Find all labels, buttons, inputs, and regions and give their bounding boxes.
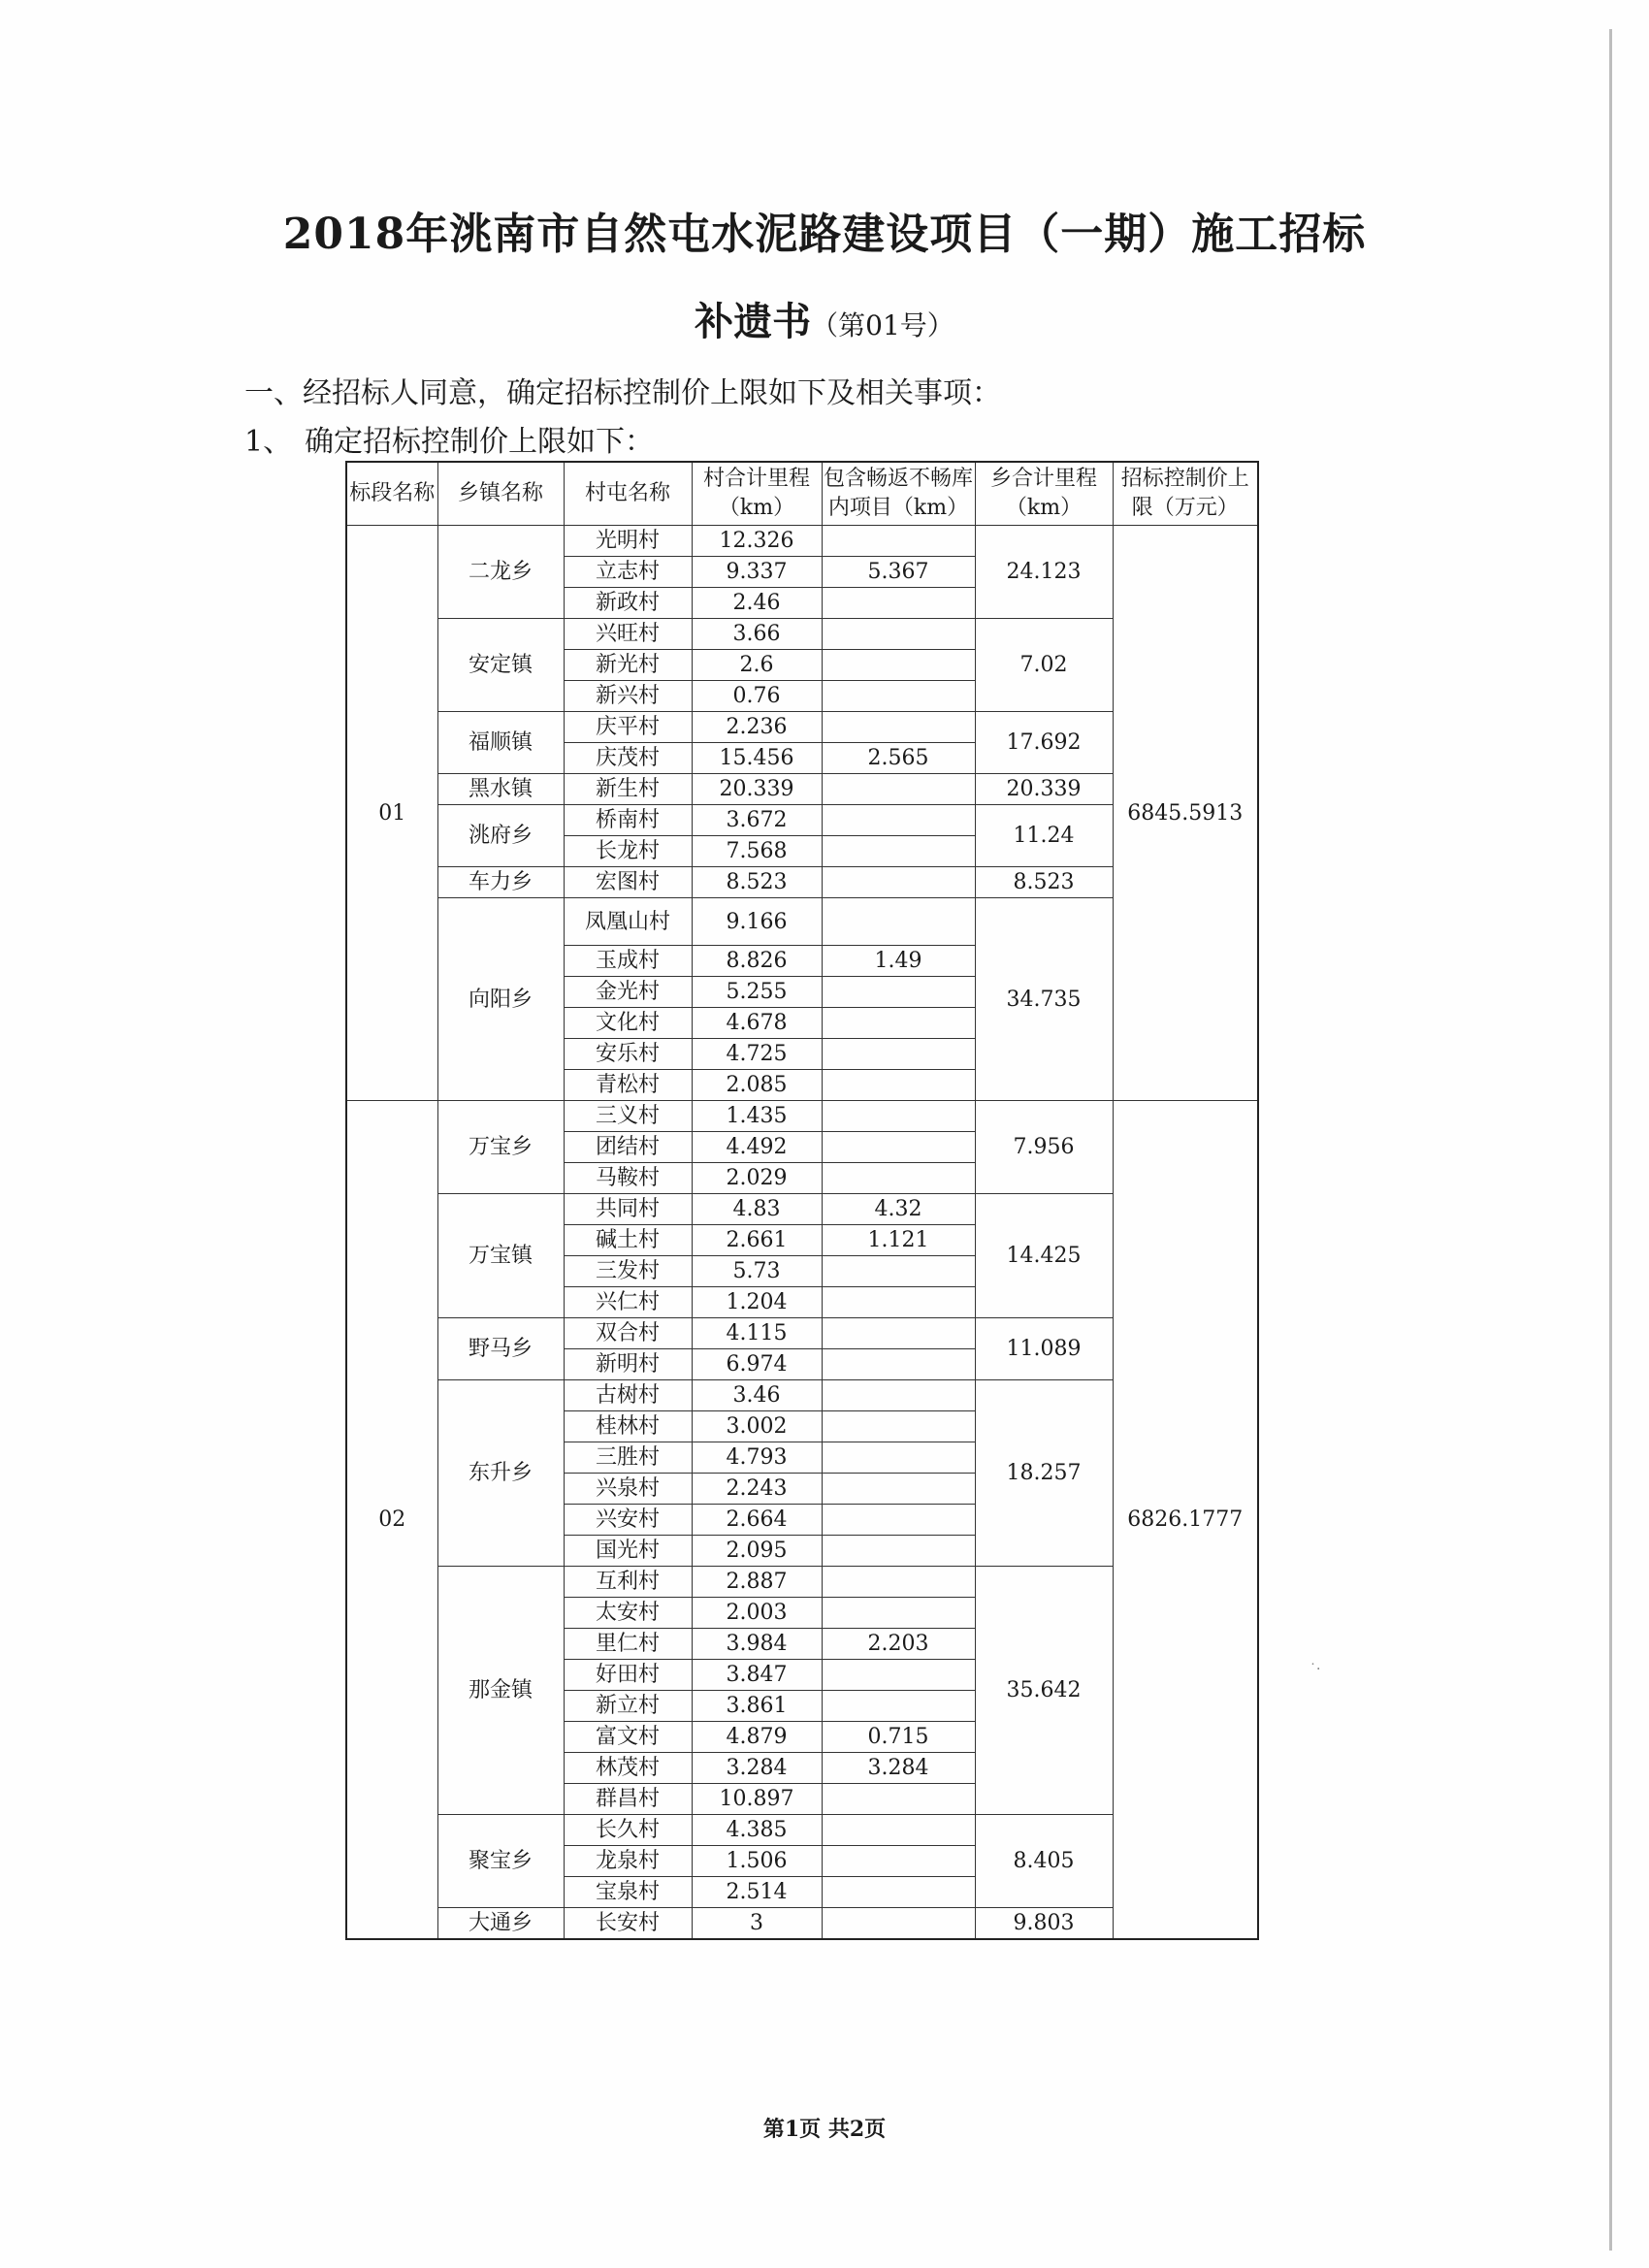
village-km-cell: 1.435 [692, 1101, 822, 1132]
table-row [346, 1101, 1258, 1132]
header-village: 村屯名称 [564, 462, 692, 526]
village-km-cell: 2.661 [692, 1225, 822, 1256]
town-name-cell: 万宝乡 [437, 1101, 564, 1194]
village-km-cell: 4.678 [692, 1008, 822, 1039]
included-km-cell [822, 1039, 975, 1070]
village-km-cell: 15.456 [692, 743, 822, 774]
village-name-cell: 新生村 [564, 774, 692, 805]
village-name-cell: 金光村 [564, 977, 692, 1008]
village-name-cell: 玉成村 [564, 946, 692, 977]
included-km-cell [822, 1008, 975, 1039]
town-name-cell: 车力乡 [437, 867, 564, 898]
village-name-cell: 新兴村 [564, 681, 692, 712]
village-km-cell: 8.826 [692, 946, 822, 977]
town-name-cell: 万宝镇 [437, 1194, 564, 1318]
village-km-cell: 8.523 [692, 867, 822, 898]
village-name-cell: 新政村 [564, 588, 692, 619]
header-price-cap: 招标控制价上限（万元） [1113, 462, 1258, 526]
section-code-cell: 02 [346, 1101, 437, 1940]
paragraph-2 [244, 417, 654, 460]
town-total-cell: 11.24 [975, 805, 1113, 867]
village-name-cell: 太安村 [564, 1598, 692, 1629]
town-name-cell: 大通乡 [437, 1908, 564, 1940]
village-name-cell: 长龙村 [564, 836, 692, 867]
village-km-cell: 2.003 [692, 1598, 822, 1629]
village-name-cell: 新明村 [564, 1349, 692, 1380]
village-km-cell: 1.204 [692, 1287, 822, 1318]
included-km-cell [822, 1908, 975, 1940]
included-km-cell [822, 1567, 975, 1598]
town-name-cell: 黑水镇 [437, 774, 564, 805]
included-km-cell [822, 1815, 975, 1846]
village-name-cell: 碱土村 [564, 1225, 692, 1256]
town-total-cell: 8.405 [975, 1815, 1113, 1908]
village-km-cell: 4.492 [692, 1132, 822, 1163]
document-title: 2018年洮南市自然屯水泥路建设项目（一期）施工招标 [282, 210, 1367, 259]
header-section: 标段名称 [346, 462, 437, 526]
included-km-cell [822, 1132, 975, 1163]
included-km-cell [822, 898, 975, 946]
village-km-cell: 3 [692, 1908, 822, 1940]
village-name-cell: 立志村 [564, 557, 692, 588]
village-name-cell: 马鞍村 [564, 1163, 692, 1194]
town-name-cell: 野马乡 [437, 1318, 564, 1380]
included-km-cell [822, 1536, 975, 1567]
town-total-cell: 7.02 [975, 619, 1113, 712]
town-total-cell: 20.339 [975, 774, 1113, 805]
included-km-cell: 2.565 [822, 743, 975, 774]
village-km-cell: 2.236 [692, 712, 822, 743]
table-body [346, 526, 1258, 1940]
village-km-cell: 9.166 [692, 898, 822, 946]
town-name-cell: 向阳乡 [437, 898, 564, 1101]
village-name-cell: 里仁村 [564, 1629, 692, 1660]
town-name-cell: 东升乡 [437, 1380, 564, 1567]
town-total-cell: 8.523 [975, 867, 1113, 898]
included-km-cell [822, 1349, 975, 1380]
included-km-cell: 5.367 [822, 557, 975, 588]
included-km-cell [822, 1877, 975, 1908]
village-name-cell: 富文村 [564, 1722, 692, 1753]
village-name-cell: 兴仁村 [564, 1287, 692, 1318]
village-name-cell: 长久村 [564, 1815, 692, 1846]
document-subtitle [0, 291, 1649, 346]
included-km-cell [822, 1318, 975, 1349]
town-total-cell: 24.123 [975, 526, 1113, 619]
table-row [346, 526, 1258, 557]
header-included-km: 包含畅返不畅库内项目（km） [822, 462, 975, 526]
price-table [345, 461, 1259, 1940]
included-km-cell [822, 774, 975, 805]
included-km-cell [822, 1287, 975, 1318]
village-km-cell: 2.664 [692, 1505, 822, 1536]
town-total-cell: 34.735 [975, 898, 1113, 1101]
village-name-cell: 桂林村 [564, 1411, 692, 1442]
village-name-cell: 安乐村 [564, 1039, 692, 1070]
village-name-cell: 宝泉村 [564, 1877, 692, 1908]
included-km-cell [822, 1256, 975, 1287]
village-km-cell: 2.887 [692, 1567, 822, 1598]
village-name-cell: 林茂村 [564, 1753, 692, 1784]
included-km-cell [822, 681, 975, 712]
included-km-cell [822, 1846, 975, 1877]
town-name-cell: 洮府乡 [437, 805, 564, 867]
village-name-cell: 庆茂村 [564, 743, 692, 774]
village-name-cell: 群昌村 [564, 1784, 692, 1815]
included-km-cell [822, 588, 975, 619]
page-footer: 第1页 共2页 [762, 2117, 887, 2142]
header-town: 乡镇名称 [437, 462, 564, 526]
village-km-cell: 4.83 [692, 1194, 822, 1225]
header-town-km: 乡合计里程（km） [975, 462, 1113, 526]
paragraph-2-number: 1、 [244, 425, 293, 459]
included-km-cell [822, 1784, 975, 1815]
village-name-cell: 龙泉村 [564, 1846, 692, 1877]
village-name-cell: 古树村 [564, 1380, 692, 1411]
included-km-cell: 1.121 [822, 1225, 975, 1256]
included-km-cell [822, 1070, 975, 1101]
town-name-cell: 那金镇 [437, 1567, 564, 1815]
included-km-cell [822, 977, 975, 1008]
town-name-cell: 福顺镇 [437, 712, 564, 774]
paragraph-2-text: 确定招标控制价上限如下： [305, 425, 654, 459]
included-km-cell [822, 1411, 975, 1442]
village-name-cell: 团结村 [564, 1132, 692, 1163]
scan-speck: ˙· [1310, 1662, 1321, 1677]
paragraph-1: 一、经招标人同意，确定招标控制价上限如下及相关事项： [244, 376, 1001, 410]
subtitle-number: （第01号） [811, 309, 954, 341]
included-km-cell [822, 1380, 975, 1411]
village-name-cell: 庆平村 [564, 712, 692, 743]
village-name-cell: 长安村 [564, 1908, 692, 1940]
village-km-cell: 3.46 [692, 1380, 822, 1411]
included-km-cell [822, 867, 975, 898]
village-name-cell: 互利村 [564, 1567, 692, 1598]
village-km-cell: 3.66 [692, 619, 822, 650]
village-name-cell: 桥南村 [564, 805, 692, 836]
included-km-cell: 2.203 [822, 1629, 975, 1660]
town-total-cell: 18.257 [975, 1380, 1113, 1567]
village-name-cell: 文化村 [564, 1008, 692, 1039]
section-code-cell: 01 [346, 526, 437, 1101]
included-km-cell [822, 1691, 975, 1722]
village-name-cell: 青松村 [564, 1070, 692, 1101]
village-name-cell: 好田村 [564, 1660, 692, 1691]
subtitle-main: 补遗书 [695, 299, 812, 344]
table-header-row [346, 462, 1258, 526]
included-km-cell [822, 1505, 975, 1536]
included-km-cell [822, 1101, 975, 1132]
village-km-cell: 2.085 [692, 1070, 822, 1101]
included-km-cell: 1.49 [822, 946, 975, 977]
town-name-cell: 安定镇 [437, 619, 564, 712]
village-km-cell: 4.793 [692, 1442, 822, 1474]
village-name-cell: 兴安村 [564, 1505, 692, 1536]
village-km-cell: 2.46 [692, 588, 822, 619]
town-total-cell: 17.692 [975, 712, 1113, 774]
included-km-cell [822, 1442, 975, 1474]
town-total-cell: 35.642 [975, 1567, 1113, 1815]
included-km-cell [822, 526, 975, 557]
village-km-cell: 2.6 [692, 650, 822, 681]
village-km-cell: 3.984 [692, 1629, 822, 1660]
town-total-cell: 14.425 [975, 1194, 1113, 1318]
included-km-cell [822, 1163, 975, 1194]
village-km-cell: 2.095 [692, 1536, 822, 1567]
included-km-cell [822, 1660, 975, 1691]
village-km-cell: 20.339 [692, 774, 822, 805]
village-name-cell: 三发村 [564, 1256, 692, 1287]
included-km-cell: 0.715 [822, 1722, 975, 1753]
village-km-cell: 12.326 [692, 526, 822, 557]
village-km-cell: 4.385 [692, 1815, 822, 1846]
price-cap-cell: 6826.1777 [1113, 1101, 1258, 1940]
village-km-cell: 5.255 [692, 977, 822, 1008]
village-name-cell: 兴旺村 [564, 619, 692, 650]
village-km-cell: 3.672 [692, 805, 822, 836]
village-name-cell: 三义村 [564, 1101, 692, 1132]
town-name-cell: 二龙乡 [437, 526, 564, 619]
village-km-cell: 5.73 [692, 1256, 822, 1287]
village-km-cell: 3.861 [692, 1691, 822, 1722]
village-name-cell: 兴泉村 [564, 1474, 692, 1505]
village-km-cell: 3.002 [692, 1411, 822, 1442]
village-km-cell: 4.725 [692, 1039, 822, 1070]
included-km-cell [822, 650, 975, 681]
town-total-cell: 11.089 [975, 1318, 1113, 1380]
village-name-cell: 新光村 [564, 650, 692, 681]
included-km-cell [822, 1474, 975, 1505]
included-km-cell: 4.32 [822, 1194, 975, 1225]
included-km-cell [822, 805, 975, 836]
village-km-cell: 3.847 [692, 1660, 822, 1691]
village-name-cell: 宏图村 [564, 867, 692, 898]
village-km-cell: 4.115 [692, 1318, 822, 1349]
village-name-cell: 凤凰山村 [564, 898, 692, 946]
village-km-cell: 1.506 [692, 1846, 822, 1877]
included-km-cell [822, 1598, 975, 1629]
town-name-cell: 聚宝乡 [437, 1815, 564, 1908]
village-km-cell: 9.337 [692, 557, 822, 588]
town-total-cell: 9.803 [975, 1908, 1113, 1940]
village-km-cell: 6.974 [692, 1349, 822, 1380]
village-km-cell: 0.76 [692, 681, 822, 712]
village-km-cell: 2.029 [692, 1163, 822, 1194]
price-cap-cell: 6845.5913 [1113, 526, 1258, 1101]
village-km-cell: 2.243 [692, 1474, 822, 1505]
scan-edge-line [1609, 29, 1612, 2251]
village-km-cell: 10.897 [692, 1784, 822, 1815]
village-km-cell: 4.879 [692, 1722, 822, 1753]
village-km-cell: 7.568 [692, 836, 822, 867]
village-name-cell: 新立村 [564, 1691, 692, 1722]
village-km-cell: 2.514 [692, 1877, 822, 1908]
village-name-cell: 国光村 [564, 1536, 692, 1567]
village-name-cell: 三胜村 [564, 1442, 692, 1474]
village-name-cell: 双合村 [564, 1318, 692, 1349]
village-name-cell: 共同村 [564, 1194, 692, 1225]
included-km-cell: 3.284 [822, 1753, 975, 1784]
town-total-cell: 7.956 [975, 1101, 1113, 1194]
village-km-cell: 3.284 [692, 1753, 822, 1784]
included-km-cell [822, 619, 975, 650]
header-village-km: 村合计里程（km） [692, 462, 822, 526]
included-km-cell [822, 712, 975, 743]
village-name-cell: 光明村 [564, 526, 692, 557]
included-km-cell [822, 836, 975, 867]
